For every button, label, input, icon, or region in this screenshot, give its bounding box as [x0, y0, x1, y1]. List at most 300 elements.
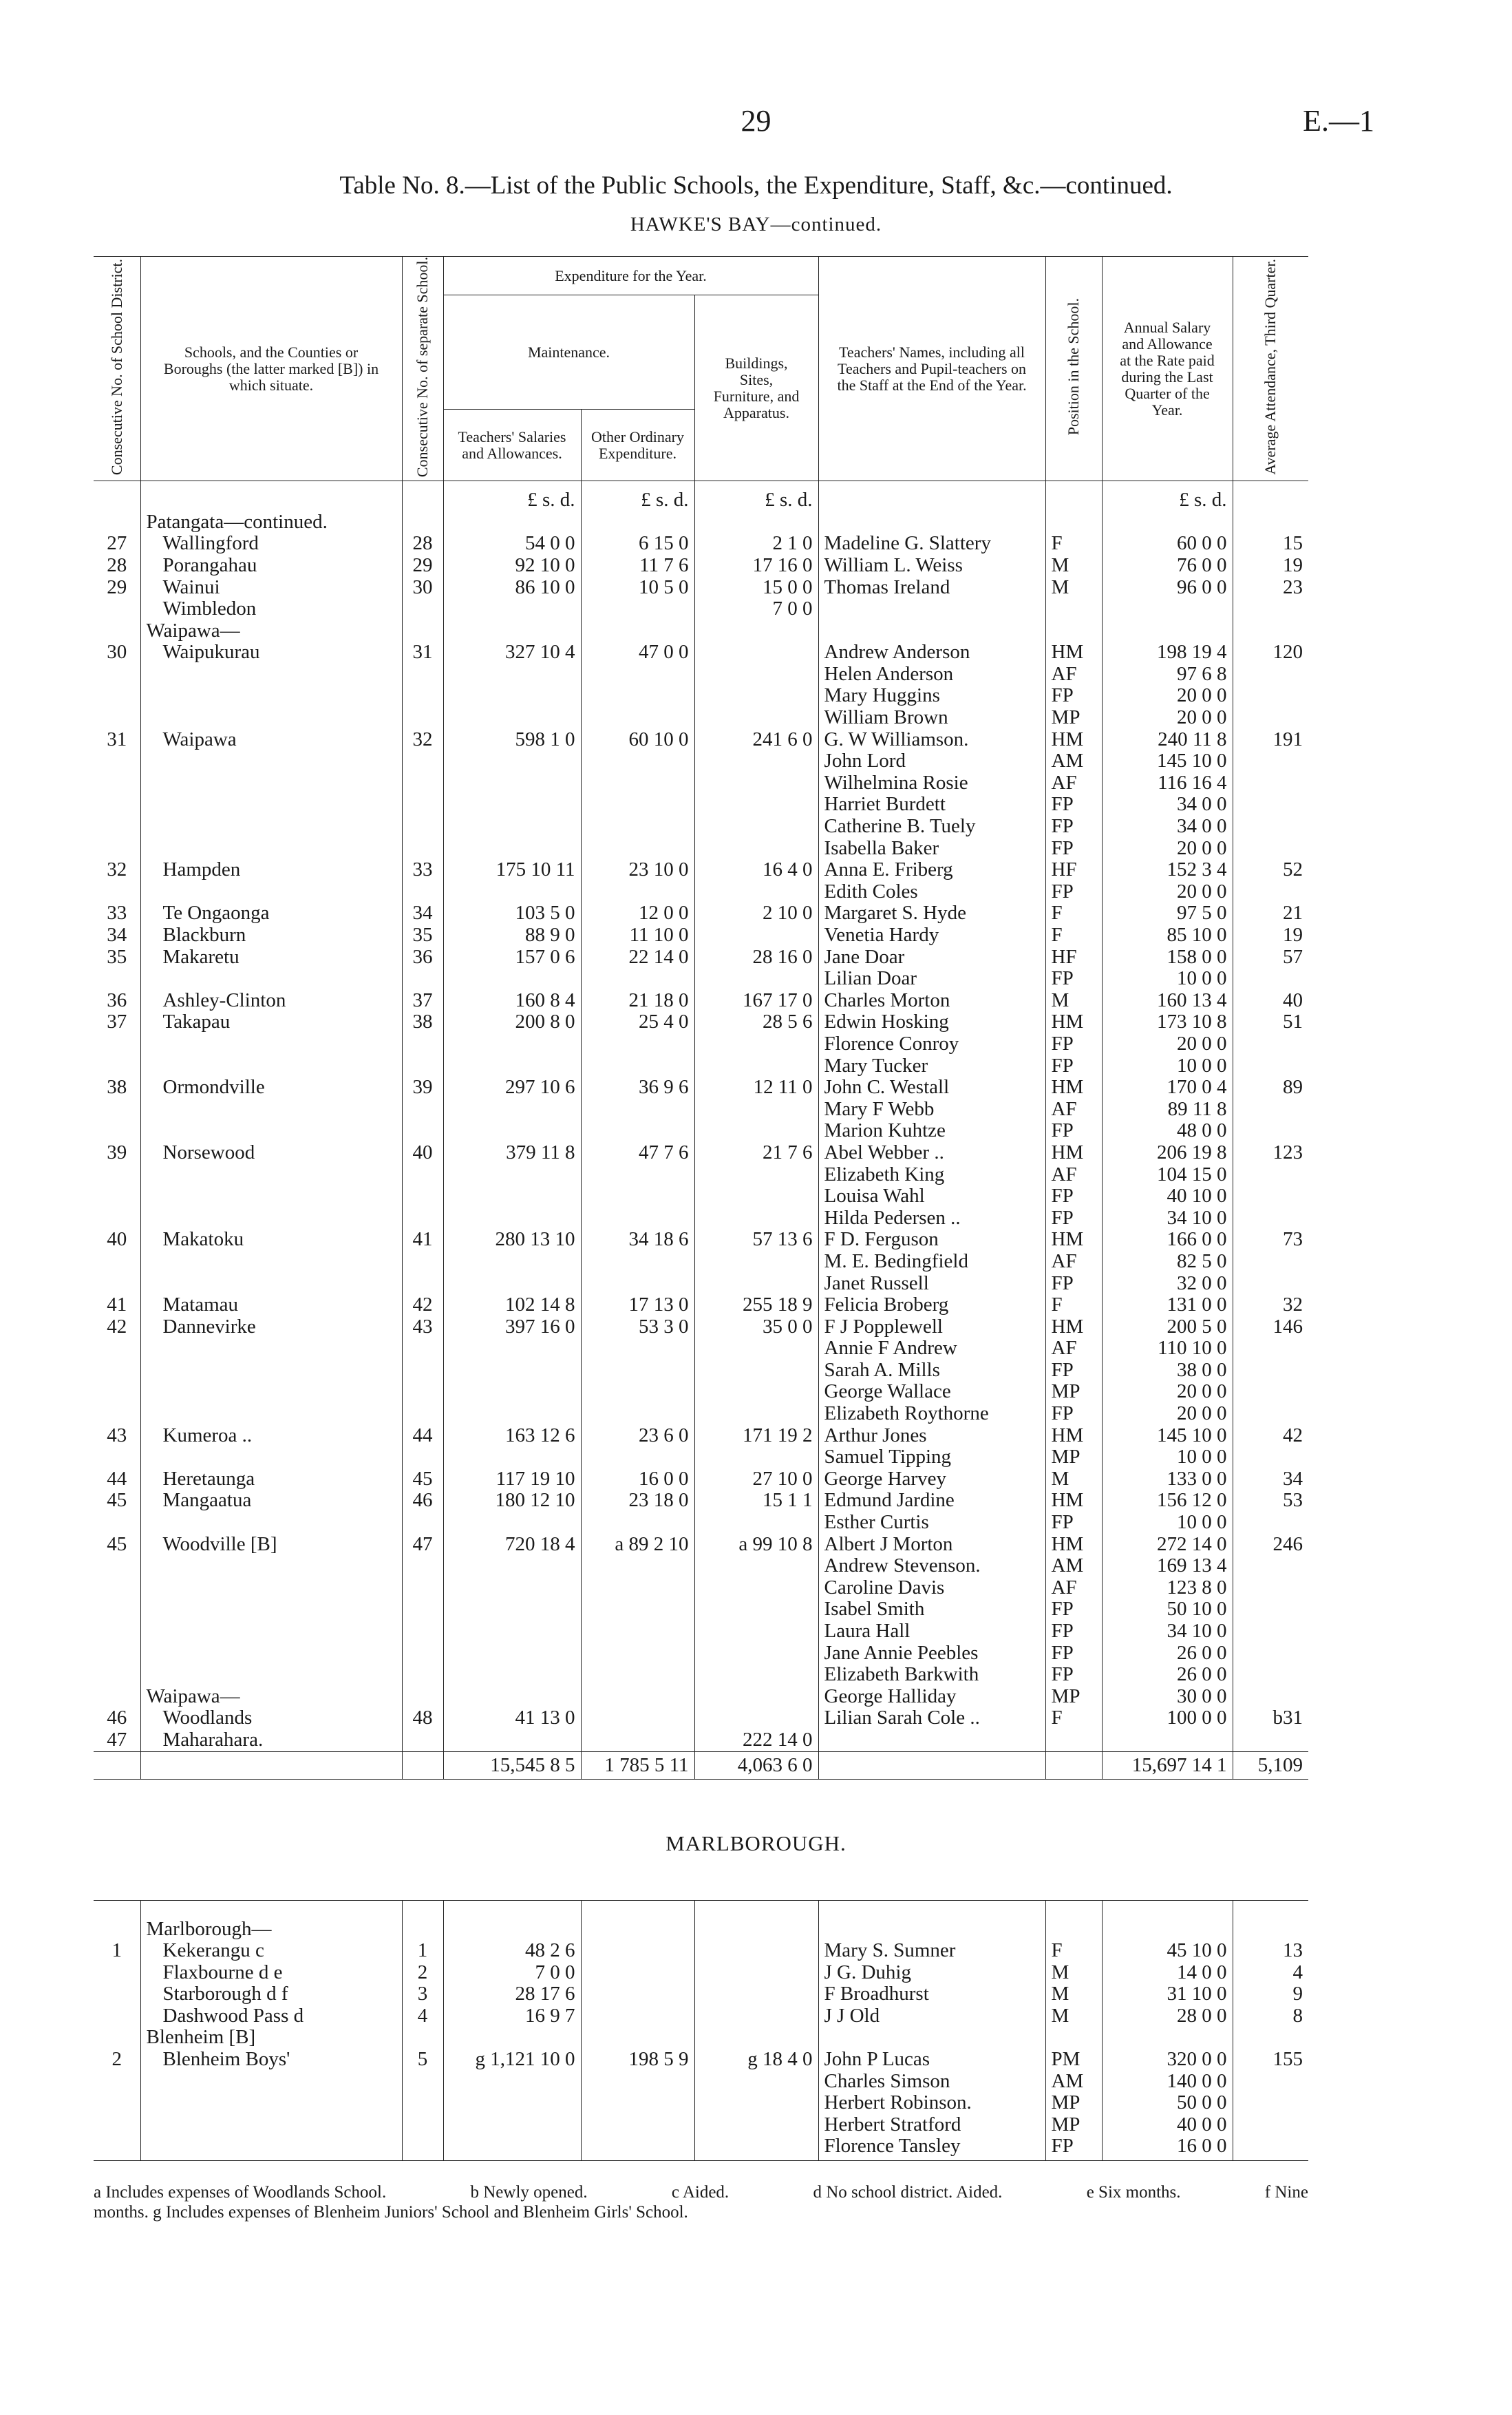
marlborough-school-no: 5 [402, 2049, 443, 2071]
hawkes-bay-school-name: Wallingford [140, 533, 402, 555]
hawkes-bay-district-no [94, 1686, 140, 1708]
hawkes-bay-position: HM [1045, 1142, 1102, 1164]
marlborough-buildings [694, 1940, 818, 1962]
hawkes-bay-row [94, 1229, 1308, 1251]
marlborough-school-no [402, 2114, 443, 2136]
hawkes-bay-position: AF [1045, 1164, 1102, 1186]
hawkes-bay-teacher-name: F J Popplewell [818, 1316, 1045, 1338]
hawkes-bay-teacher-name: Isabel Smith [818, 1599, 1045, 1621]
region-heading-hawkes-bay: HAWKE'S BAY—continued. [630, 213, 882, 235]
marlborough-school-no [402, 2135, 443, 2158]
hawkes-bay-row [94, 947, 1308, 969]
marlborough-school-name: Kekerangu c [140, 1940, 402, 1962]
hawkes-bay-row [94, 533, 1308, 555]
hawkes-bay-totals [94, 1751, 1308, 1779]
hawkes-bay-district-no [94, 1055, 140, 1077]
hawkes-bay-annual-salary: 104 15 0 [1102, 1164, 1233, 1186]
hawkes-bay-attendance [1233, 772, 1308, 794]
hawkes-bay-row [94, 729, 1308, 751]
hawkes-bay-row [94, 1381, 1308, 1403]
hawkes-bay-school-no [402, 1185, 443, 1208]
marlborough-position: AM [1045, 2071, 1102, 2093]
hawkes-bay-position [1045, 598, 1102, 620]
hawkes-bay-school-no [402, 1099, 443, 1121]
hawkes-bay-annual-salary: 170 0 4 [1102, 1077, 1233, 1099]
hawkes-bay-salaries: 200 8 0 [443, 1011, 581, 1033]
hawkes-bay-position: F [1045, 533, 1102, 555]
hawkes-bay-attendance: 89 [1283, 1077, 1303, 1099]
hawkes-bay-district-no [94, 1120, 140, 1142]
hawkes-bay-attendance [1233, 1185, 1308, 1208]
marlborough-buildings [694, 2071, 818, 2093]
hawkes-bay-district-no: 37 [94, 1011, 140, 1033]
marlborough-other-expenditure [581, 1919, 694, 1941]
hawkes-bay-position [1045, 512, 1102, 534]
marlborough-teacher-name: Florence Tansley [818, 2135, 1045, 2158]
hawkes-bay-school-name [140, 1643, 402, 1665]
hawkes-bay-attendance: 19 [1283, 554, 1303, 576]
hawkes-bay-salaries: 297 10 6 [443, 1077, 581, 1099]
hawkes-bay-other-expenditure: 11 7 6 [581, 555, 694, 577]
hawkes-bay-school-no: 48 [402, 1707, 443, 1729]
marlborough-school-name [140, 2071, 402, 2093]
hawkes-bay-attendance [1233, 1360, 1308, 1382]
marlborough-row [94, 1940, 1308, 1962]
hawkes-bay-position: HM [1045, 642, 1102, 664]
hawkes-bay-salaries [443, 1338, 581, 1360]
marlborough-annual-salary: 40 0 0 [1102, 2114, 1233, 2136]
footnote-c: c Aided. [671, 2183, 730, 2202]
hawkes-bay-teacher-name: George Harvey [818, 1468, 1045, 1490]
hawkes-bay-buildings [694, 1185, 818, 1208]
hawkes-bay-district-no [94, 685, 140, 707]
hawkes-bay-salaries [443, 968, 581, 990]
hawkes-bay-position: FP [1045, 816, 1102, 838]
hawkes-bay-school-no [402, 1512, 443, 1534]
hawkes-bay-salaries [443, 1120, 581, 1142]
header-expenditure: Expenditure for the Year. [443, 257, 818, 295]
hawkes-bay-other-expenditure [581, 750, 694, 772]
hawkes-bay-salaries: 157 0 6 [443, 947, 581, 969]
hawkes-bay-district-no [94, 1403, 140, 1425]
hawkes-bay-position: F [1045, 1294, 1102, 1316]
hawkes-bay-district-no [94, 838, 140, 860]
header-consec-school: Consecutive No. of separate School. [402, 257, 443, 481]
hawkes-bay-school-no [402, 707, 443, 729]
hawkes-bay-salaries: 175 10 11 [443, 859, 581, 881]
hawkes-bay-position: F [1045, 925, 1102, 947]
hawkes-bay-position: FP [1045, 1643, 1102, 1665]
hawkes-bay-annual-salary: 34 10 0 [1102, 1621, 1233, 1643]
hawkes-bay-row [94, 1055, 1308, 1077]
hawkes-bay-row [94, 707, 1308, 729]
hawkes-bay-salaries: 103 5 0 [443, 903, 581, 925]
hawkes-bay-row [94, 598, 1308, 620]
hawkes-bay-annual-salary: 34 10 0 [1102, 1208, 1233, 1230]
hawkes-bay-school-no: 46 [402, 1490, 443, 1512]
hawkes-bay-district-no: 39 [94, 1142, 140, 1164]
hawkes-bay-buildings: a 99 10 8 [694, 1534, 818, 1556]
hawkes-bay-district-no: 45 [94, 1534, 140, 1556]
hawkes-bay-position: AF [1045, 1099, 1102, 1121]
hawkes-bay-salaries: 102 14 8 [443, 1294, 581, 1316]
hawkes-bay-teacher-name: Janet Russell [818, 1273, 1045, 1295]
hawkes-bay-position [1045, 620, 1102, 642]
hawkes-bay-school-name [140, 1338, 402, 1360]
hawkes-bay-school-name: Maharahara. [140, 1729, 402, 1751]
hawkes-bay-school-no: 40 [402, 1142, 443, 1164]
hawkes-bay-other-expenditure [581, 1577, 694, 1599]
marlborough-other-expenditure [581, 2027, 694, 2049]
hawkes-bay-buildings [694, 968, 818, 990]
units-salaries: £ s. d. [443, 481, 581, 512]
marlborough-salaries [443, 2092, 581, 2114]
hawkes-bay-school-name [140, 750, 402, 772]
marlborough-annual-salary: 320 0 0 [1102, 2049, 1233, 2071]
hawkes-bay-buildings [694, 750, 818, 772]
marlborough-school-name [140, 2135, 402, 2158]
footnote-d: d No school district. Aided. [813, 2183, 1003, 2202]
hawkes-bay-district-no [94, 1164, 140, 1186]
hawkes-bay-teacher-name: Lilian Sarah Cole .. [818, 1707, 1045, 1729]
hawkes-bay-school-name: Woodlands [140, 1707, 402, 1729]
hawkes-bay-annual-salary: 20 0 0 [1102, 685, 1233, 707]
hawkes-bay-district-no [94, 1664, 140, 1686]
hawkes-bay-other-expenditure: a 89 2 10 [581, 1534, 694, 1556]
hawkes-bay-annual-salary: 82 5 0 [1102, 1251, 1233, 1273]
hawkes-bay-position [1045, 1729, 1102, 1751]
marlborough-school-name: Marlborough— [140, 1919, 402, 1941]
marlborough-teacher-name: John P Lucas [818, 2049, 1045, 2071]
hawkes-bay-annual-salary [1102, 620, 1233, 642]
hawkes-bay-position: HF [1045, 947, 1102, 969]
header-teachers-salaries: Teachers' Salaries and Allowances. [443, 410, 581, 481]
hawkes-bay-row [94, 1534, 1308, 1556]
hawkes-bay-position: AF [1045, 1251, 1102, 1273]
hawkes-bay-position: AM [1045, 1555, 1102, 1577]
hawkes-bay-other-expenditure [581, 772, 694, 794]
hawkes-bay-row [94, 772, 1308, 794]
hawkes-bay-buildings [694, 1099, 818, 1121]
hawkes-bay-district-no: 40 [94, 1229, 140, 1251]
hawkes-bay-teacher-name: M. E. Bedingfield [818, 1251, 1045, 1273]
hawkes-bay-position: AF [1045, 1338, 1102, 1360]
marlborough-school-no [402, 2071, 443, 2093]
hawkes-bay-table [94, 256, 1308, 1780]
marlborough-salaries: 16 9 7 [443, 2005, 581, 2027]
marlborough-attendance: 4 [1292, 1961, 1303, 1983]
marlborough-position: F [1045, 1940, 1102, 1962]
hawkes-bay-row [94, 1142, 1308, 1164]
hawkes-bay-buildings [694, 620, 818, 642]
units-buildings: £ s. d. [694, 481, 818, 512]
hawkes-bay-row [94, 1077, 1308, 1099]
hawkes-bay-teacher-name: Andrew Stevenson. [818, 1555, 1045, 1577]
hawkes-bay-position: M [1045, 577, 1102, 599]
hawkes-bay-attendance [1233, 1621, 1308, 1643]
hawkes-bay-attendance [1233, 1251, 1308, 1273]
hawkes-bay-school-name: Norsewood [140, 1142, 402, 1164]
hawkes-bay-salaries: 327 10 4 [443, 642, 581, 664]
hawkes-bay-position: HM [1045, 1316, 1102, 1338]
hawkes-bay-teacher-name: William L. Weiss [818, 555, 1045, 577]
hawkes-bay-buildings [694, 772, 818, 794]
hawkes-bay-buildings [694, 1055, 818, 1077]
hawkes-bay-buildings: 28 16 0 [694, 947, 818, 969]
hawkes-bay-salaries: 92 10 0 [443, 555, 581, 577]
hawkes-bay-buildings [694, 816, 818, 838]
hawkes-bay-salaries [443, 620, 581, 642]
hawkes-bay-school-no [402, 598, 443, 620]
hawkes-bay-salaries [443, 772, 581, 794]
hawkes-bay-other-expenditure: 23 6 0 [581, 1425, 694, 1447]
hawkes-bay-row [94, 664, 1308, 686]
hawkes-bay-salaries: 397 16 0 [443, 1316, 581, 1338]
hawkes-bay-row [94, 1164, 1308, 1186]
hawkes-bay-teacher-name: Edmund Jardine [818, 1490, 1045, 1512]
marlborough-school-name: Dashwood Pass d [140, 2005, 402, 2027]
hawkes-bay-attendance [1233, 1208, 1308, 1230]
marlborough-salaries: 7 0 0 [443, 1962, 581, 1984]
hawkes-bay-school-no: 39 [402, 1077, 443, 1099]
marlborough-buildings [694, 1919, 818, 1941]
hawkes-bay-annual-salary: 152 3 4 [1102, 859, 1233, 881]
hawkes-bay-attendance [1233, 1338, 1308, 1360]
marlborough-salaries: g 1,121 10 0 [443, 2049, 581, 2071]
hawkes-bay-school-no [402, 794, 443, 816]
marlborough-row [94, 2027, 1308, 2049]
hawkes-bay-school-name [140, 1033, 402, 1055]
hawkes-bay-attendance [1233, 1033, 1308, 1055]
hawkes-bay-attendance: 57 [1283, 946, 1303, 968]
hawkes-bay-district-no: 31 [94, 729, 140, 751]
hawkes-bay-position: AF [1045, 772, 1102, 794]
hawkes-bay-school-no [402, 664, 443, 686]
hawkes-bay-district-no [94, 750, 140, 772]
hawkes-bay-annual-salary: 30 0 0 [1102, 1686, 1233, 1708]
hawkes-bay-teacher-name: George Halliday [818, 1686, 1045, 1708]
hawkes-bay-buildings [694, 1446, 818, 1468]
hawkes-bay-row [94, 1403, 1308, 1425]
hawkes-bay-district-no [94, 1185, 140, 1208]
hawkes-bay-school-no: 37 [402, 990, 443, 1012]
hawkes-bay-position: HM [1045, 1490, 1102, 1512]
marlborough-row [94, 1919, 1308, 1941]
hawkes-bay-attendance: 21 [1283, 903, 1303, 925]
hawkes-bay-attendance [1233, 1729, 1308, 1751]
hawkes-bay-other-expenditure [581, 1273, 694, 1295]
hawkes-bay-position: FP [1045, 968, 1102, 990]
marlborough-annual-salary: 50 0 0 [1102, 2092, 1233, 2114]
hawkes-bay-school-name [140, 1099, 402, 1121]
hawkes-bay-school-name: Wimbledon [140, 598, 402, 620]
header-teachers-names: Teachers' Names, including all Teachers and Pupil-teachers on the Staff at the End of the Year. [818, 257, 1045, 481]
hawkes-bay-district-no: 36 [94, 990, 140, 1012]
hawkes-bay-position: MP [1045, 1686, 1102, 1708]
hawkes-bay-school-no [402, 1577, 443, 1599]
hawkes-bay-teacher-name: Edith Coles [818, 881, 1045, 903]
hawkes-bay-buildings [694, 1643, 818, 1665]
hawkes-bay-school-no [402, 1208, 443, 1230]
hawkes-bay-attendance [1233, 750, 1308, 772]
hawkes-bay-salaries [443, 1360, 581, 1382]
hawkes-bay-attendance [1233, 707, 1308, 729]
hawkes-bay-salaries [443, 881, 581, 903]
hawkes-bay-annual-salary: 40 10 0 [1102, 1185, 1233, 1208]
marlborough-district-no [94, 1983, 140, 2005]
hawkes-bay-school-name [140, 1664, 402, 1686]
hawkes-bay-salaries: 280 13 10 [443, 1229, 581, 1251]
hawkes-bay-attendance: 15 [1283, 533, 1303, 555]
hawkes-bay-district-no: 47 [94, 1729, 140, 1751]
hawkes-bay-buildings [694, 1599, 818, 1621]
hawkes-bay-school-name: Waipawa— [140, 1686, 402, 1708]
hawkes-bay-district-no [94, 1360, 140, 1382]
header-other-expenditure: Other Ordinary Expenditure. [581, 410, 694, 481]
hawkes-bay-school-no: 29 [402, 555, 443, 577]
hawkes-bay-salaries [443, 1621, 581, 1643]
hawkes-bay-row [94, 1446, 1308, 1468]
hawkes-bay-district-no: 30 [94, 642, 140, 664]
hawkes-bay-buildings: 222 14 0 [694, 1729, 818, 1751]
hawkes-bay-buildings [694, 664, 818, 686]
marlborough-school-no: 3 [402, 1983, 443, 2005]
hawkes-bay-buildings: 171 19 2 [694, 1425, 818, 1447]
hawkes-bay-other-expenditure [581, 1664, 694, 1686]
hawkes-bay-teacher-name: Abel Webber .. [818, 1142, 1045, 1164]
hawkes-bay-school-no [402, 1643, 443, 1665]
hawkes-bay-school-no [402, 1338, 443, 1360]
hawkes-bay-other-expenditure [581, 1360, 694, 1382]
hawkes-bay-attendance [1233, 1577, 1308, 1599]
marlborough-teacher-name: Charles Simson [818, 2071, 1045, 2093]
total-salaries: 15,545 8 5 [443, 1751, 581, 1779]
marlborough-district-no [94, 2114, 140, 2136]
hawkes-bay-buildings [694, 1555, 818, 1577]
hawkes-bay-row [94, 1294, 1308, 1316]
hawkes-bay-school-name [140, 794, 402, 816]
marlborough-school-no [402, 2027, 443, 2049]
hawkes-bay-school-name [140, 1120, 402, 1142]
hawkes-bay-teacher-name: John Lord [818, 750, 1045, 772]
hawkes-bay-school-no [402, 1446, 443, 1468]
hawkes-bay-teacher-name [818, 620, 1045, 642]
hawkes-bay-other-expenditure [581, 1099, 694, 1121]
hawkes-bay-attendance [1233, 1273, 1308, 1295]
hawkes-bay-salaries: 379 11 8 [443, 1142, 581, 1164]
hawkes-bay-row [94, 1729, 1308, 1751]
hawkes-bay-position: HM [1045, 1534, 1102, 1556]
hawkes-bay-district-no: 29 [94, 577, 140, 599]
hawkes-bay-row [94, 1251, 1308, 1273]
hawkes-bay-buildings: 28 5 6 [694, 1011, 818, 1033]
hawkes-bay-row [94, 1468, 1308, 1490]
units-annual: £ s. d. [1102, 481, 1233, 512]
hawkes-bay-teacher-name: Lilian Doar [818, 968, 1045, 990]
hawkes-bay-district-no [94, 772, 140, 794]
hawkes-bay-school-no [402, 1381, 443, 1403]
hawkes-bay-school-name: Te Ongaonga [140, 903, 402, 925]
hawkes-bay-attendance: 34 [1283, 1468, 1303, 1490]
hawkes-bay-annual-salary: 116 16 4 [1102, 772, 1233, 794]
hawkes-bay-other-expenditure [581, 1403, 694, 1425]
hawkes-bay-school-name: Ashley-Clinton [140, 990, 402, 1012]
hawkes-bay-buildings: 35 0 0 [694, 1316, 818, 1338]
hawkes-bay-annual-salary: 97 6 8 [1102, 664, 1233, 686]
hawkes-bay-position: MP [1045, 707, 1102, 729]
hawkes-bay-district-no [94, 1099, 140, 1121]
marlborough-school-no [402, 2092, 443, 2114]
marlborough-annual-salary [1102, 1919, 1233, 1941]
hawkes-bay-attendance: 42 [1283, 1424, 1303, 1446]
hawkes-bay-position: FP [1045, 1664, 1102, 1686]
marlborough-school-name: Flaxbourne d e [140, 1962, 402, 1984]
hawkes-bay-attendance [1233, 1512, 1308, 1534]
marlborough-salaries [443, 2027, 581, 2049]
hawkes-bay-buildings: 2 10 0 [694, 903, 818, 925]
hawkes-bay-district-no: 42 [94, 1316, 140, 1338]
marlborough-teacher-name: J J Old [818, 2005, 1045, 2027]
hawkes-bay-other-expenditure [581, 1164, 694, 1186]
marlborough-salaries [443, 1919, 581, 1941]
marlborough-school-name: Starborough d f [140, 1983, 402, 2005]
hawkes-bay-attendance [1233, 1599, 1308, 1621]
hawkes-bay-buildings [694, 1403, 818, 1425]
hawkes-bay-district-no [94, 881, 140, 903]
hawkes-bay-school-name: Heretaunga [140, 1468, 402, 1490]
hawkes-bay-buildings [694, 685, 818, 707]
hawkes-bay-other-expenditure [581, 598, 694, 620]
hawkes-bay-school-name [140, 1446, 402, 1468]
hawkes-bay-teacher-name [818, 1729, 1045, 1751]
hawkes-bay-teacher-name: William Brown [818, 707, 1045, 729]
hawkes-bay-school-name [140, 881, 402, 903]
hawkes-bay-row [94, 512, 1308, 534]
hawkes-bay-buildings [694, 1033, 818, 1055]
hawkes-bay-other-expenditure [581, 1621, 694, 1643]
hawkes-bay-annual-salary: 123 8 0 [1102, 1577, 1233, 1599]
hawkes-bay-salaries [443, 1729, 581, 1751]
hawkes-bay-school-no: 33 [402, 859, 443, 881]
hawkes-bay-buildings [694, 1164, 818, 1186]
hawkes-bay-annual-salary: 10 0 0 [1102, 1446, 1233, 1468]
hawkes-bay-attendance [1233, 1099, 1308, 1121]
marlborough-school-name: Blenheim Boys' [140, 2049, 402, 2071]
hawkes-bay-school-no [402, 968, 443, 990]
hawkes-bay-school-no [402, 1120, 443, 1142]
hawkes-bay-school-name [140, 685, 402, 707]
hawkes-bay-school-no [402, 1686, 443, 1708]
hawkes-bay-position: M [1045, 990, 1102, 1012]
marlborough-district-no [94, 2071, 140, 2093]
hawkes-bay-school-no: 42 [402, 1294, 443, 1316]
hawkes-bay-row [94, 1599, 1308, 1621]
hawkes-bay-district-no [94, 1512, 140, 1534]
hawkes-bay-annual-salary: 156 12 0 [1102, 1490, 1233, 1512]
hawkes-bay-teacher-name: Louisa Wahl [818, 1185, 1045, 1208]
hawkes-bay-school-name [140, 816, 402, 838]
hawkes-bay-school-name: Porangahau [140, 555, 402, 577]
hawkes-bay-annual-salary: 85 10 0 [1102, 925, 1233, 947]
hawkes-bay-teacher-name [818, 512, 1045, 534]
hawkes-bay-other-expenditure [581, 1707, 694, 1729]
marlborough-attendance: 8 [1292, 2005, 1303, 2027]
hawkes-bay-annual-salary: 145 10 0 [1102, 1425, 1233, 1447]
hawkes-bay-annual-salary: 169 13 4 [1102, 1555, 1233, 1577]
hawkes-bay-salaries [443, 1446, 581, 1468]
total-buildings: 4,063 6 0 [694, 1751, 818, 1779]
hawkes-bay-row [94, 1360, 1308, 1382]
